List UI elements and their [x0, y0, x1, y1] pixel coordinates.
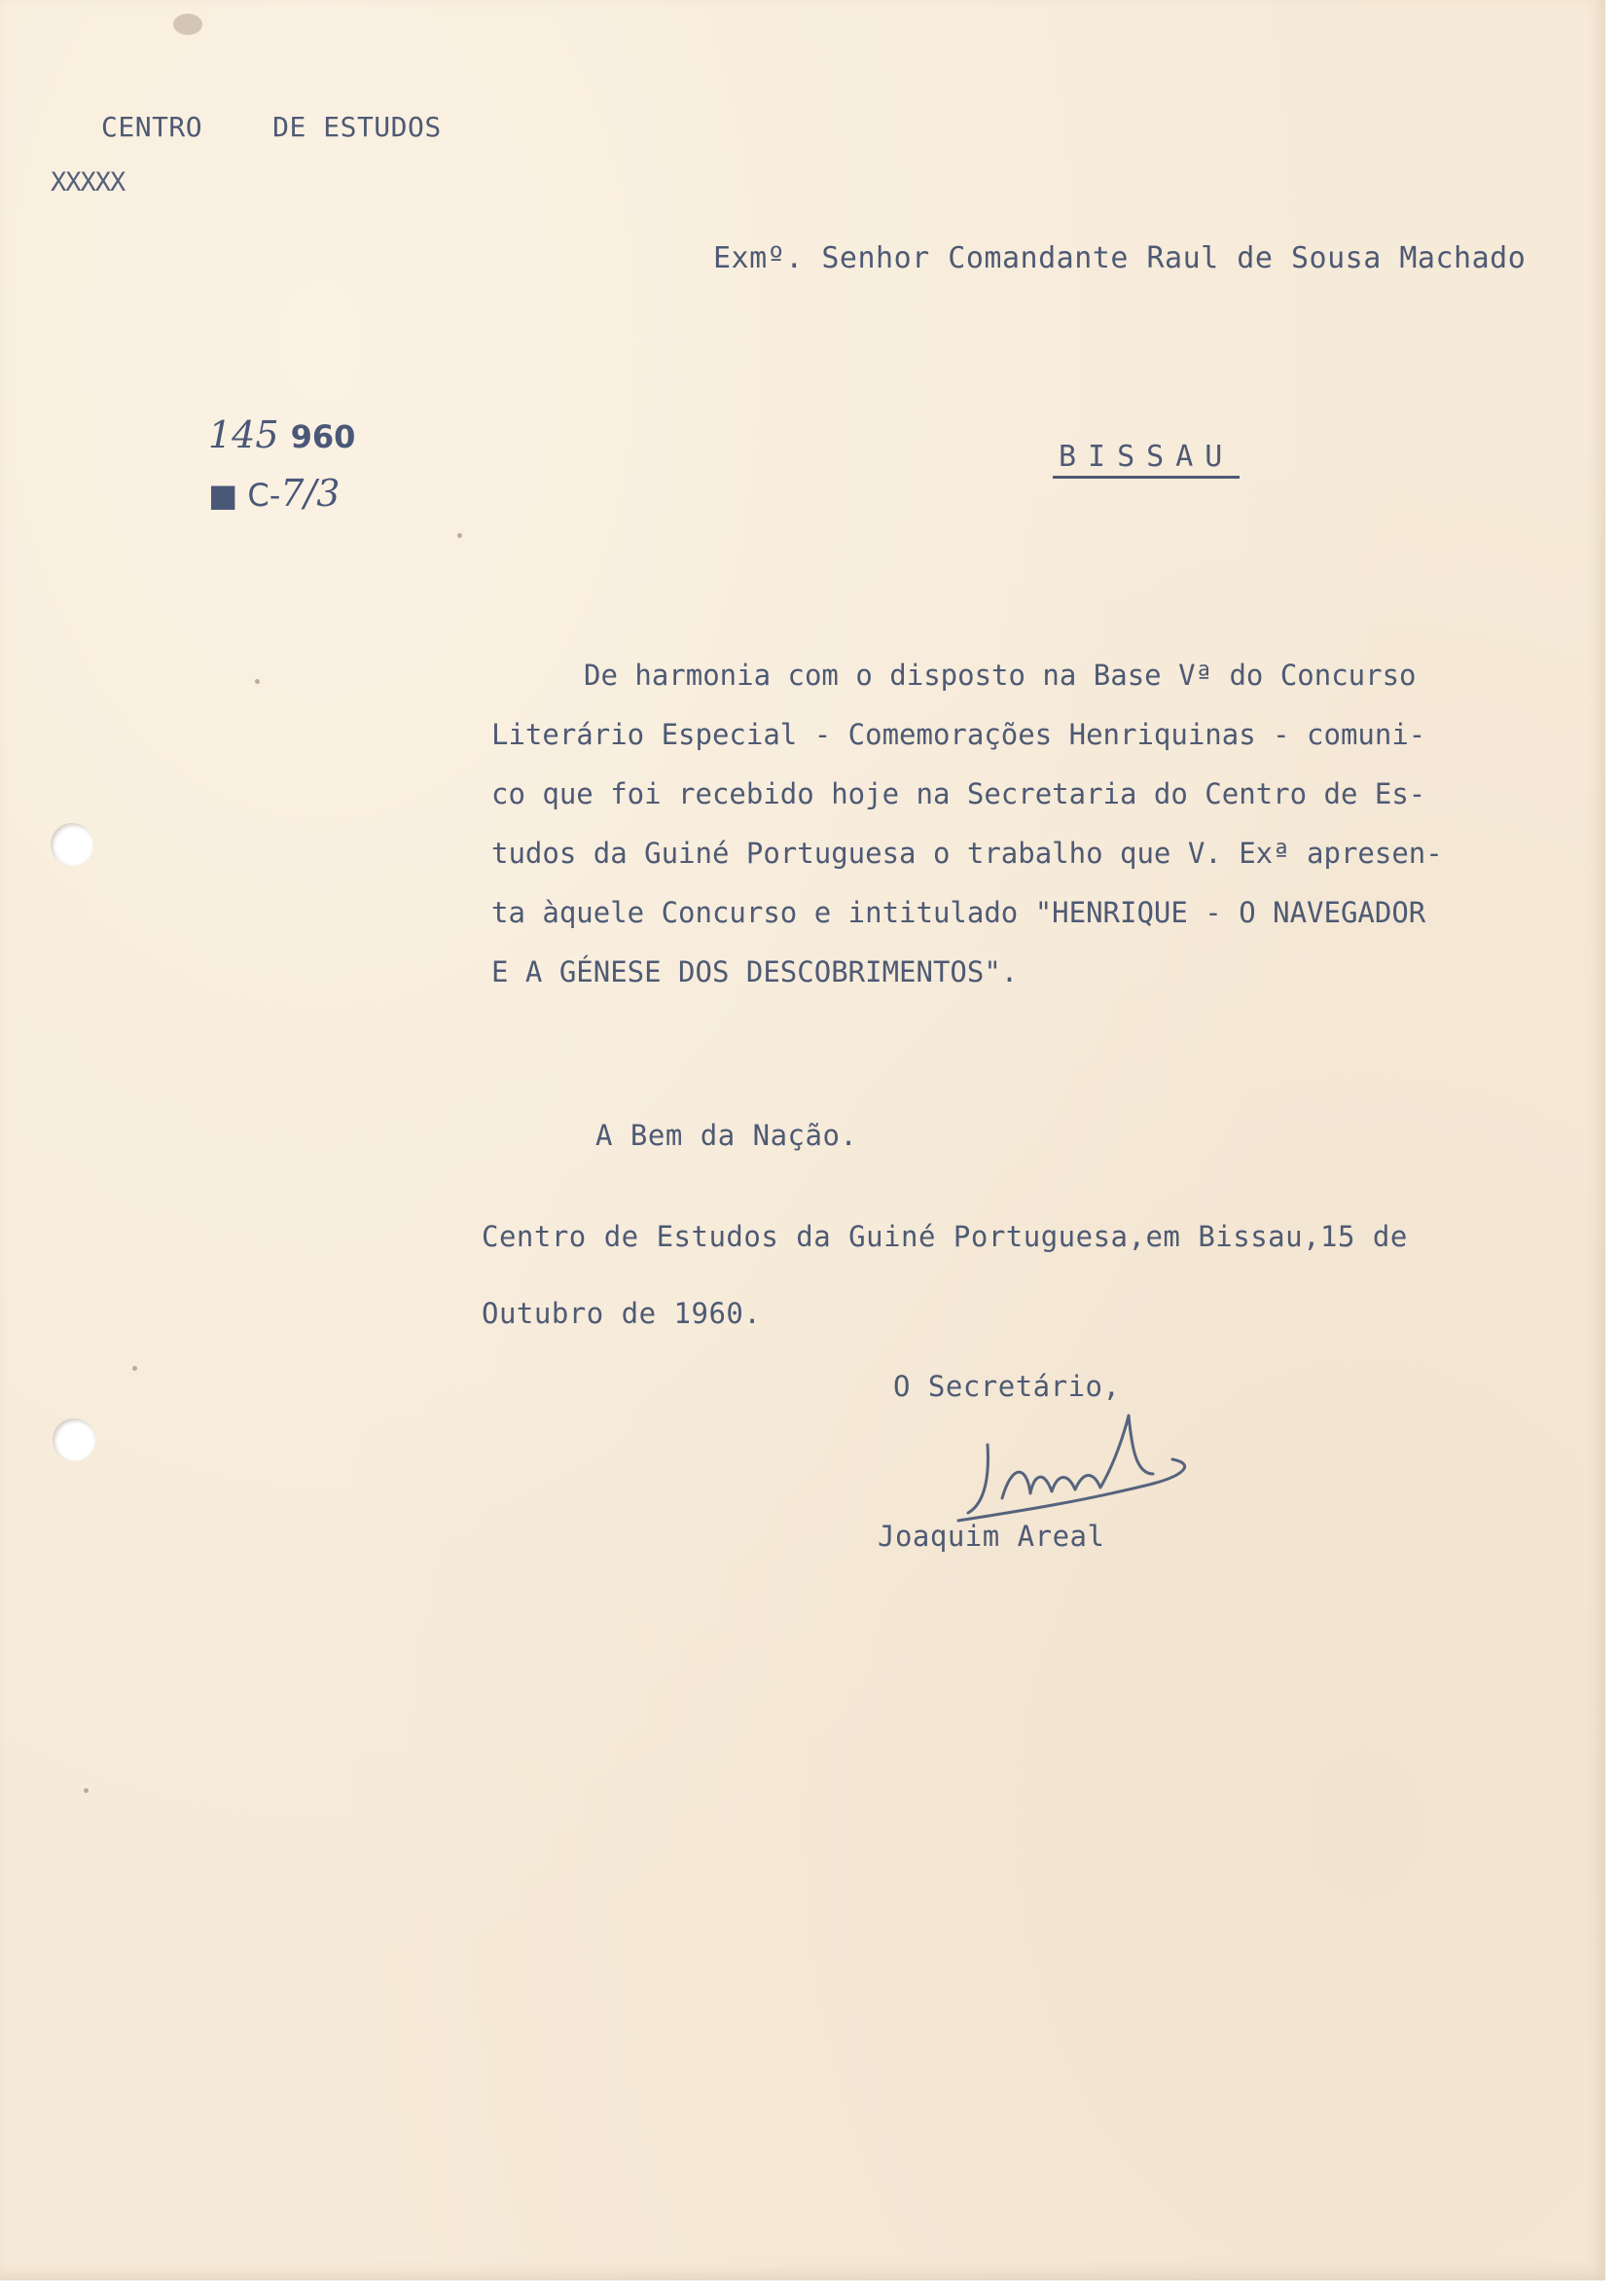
- body-line-1: De harmonia com o disposto na Base Vª do Concurso: [584, 659, 1417, 692]
- body-line-6: E A GÉNESE DOS DESCOBRIMENTOS".: [491, 955, 1019, 988]
- reference-number-line: [208, 407, 355, 465]
- addressee: Exmº. Senhor Comandante Raul de Sousa Machado: [713, 241, 1527, 275]
- organization-header: [101, 111, 442, 143]
- reference-prefix-text: C-: [247, 477, 281, 514]
- punch-hole: [51, 823, 93, 866]
- organization-word-1: CENTRO: [101, 111, 203, 143]
- signer-name: Joaquim Areal: [878, 1520, 1105, 1553]
- place-and-date: [482, 1199, 1552, 1352]
- organization-word-2: DE ESTUDOS: [272, 111, 442, 143]
- body-line-5: ta àquele Concurso e intitulado "HENRIQUE - O NAVEGADOR: [491, 896, 1426, 929]
- paper-speck: [132, 1366, 137, 1371]
- paper-speck: [84, 1788, 89, 1793]
- paper-stain: [173, 14, 202, 35]
- body-line-3: co que foi recebido hoje na Secretaria do Centro de Es-: [491, 777, 1426, 810]
- reference-prefix: ■ C-: [208, 477, 281, 514]
- reference-year: 960: [290, 418, 356, 455]
- handwritten-reference: [208, 407, 355, 523]
- place-date-line-1: Centro de Estudos da Guiné Portuguesa,em Bissau,15 de: [482, 1220, 1408, 1253]
- place-date-line-2: Outubro de 1960.: [482, 1297, 762, 1330]
- body-line-2: Literário Especial - Comemorações Henriquinas - comuni-: [491, 718, 1426, 751]
- signer-role: O Secretário,: [893, 1370, 1121, 1403]
- letter-body: [491, 646, 1581, 1002]
- reference-code-line: [208, 465, 355, 523]
- closing-salutation: A Bem da Nação.: [595, 1119, 858, 1152]
- redacted-line: XXXXX: [51, 167, 126, 197]
- reference-number: 145: [208, 413, 279, 456]
- body-line-4: tudos da Guiné Portuguesa o trabalho que V. Exª apresen-: [491, 837, 1443, 870]
- paper-speck: [457, 533, 462, 538]
- reference-code: 7/3: [280, 472, 341, 515]
- paper-speck: [255, 679, 260, 684]
- punch-hole: [53, 1418, 95, 1461]
- city: BISSAU: [1053, 440, 1240, 479]
